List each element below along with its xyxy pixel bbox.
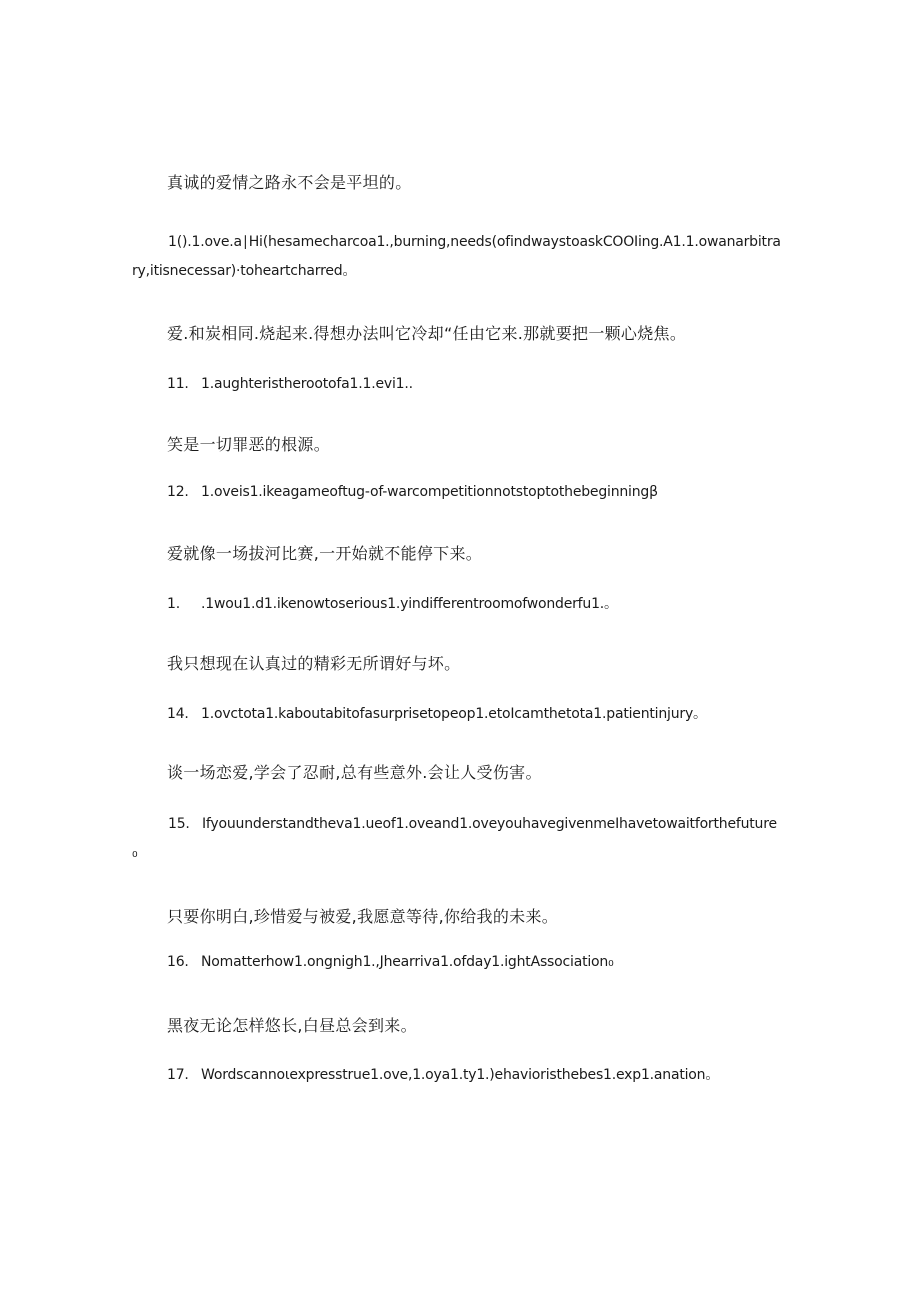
paragraph-en <box>167 954 614 970</box>
item-number: 15. <box>168 816 190 832</box>
paragraph-en <box>167 376 413 392</box>
paragraph-zh: 笑是一切罪恶的根源。 <box>167 435 331 454</box>
paragraph-zh: 黑夜无论怎样悠长,白昼总会到来。 <box>167 1016 417 1035</box>
paragraph-text: 1().1.ove.a∣Hi(hesamecharcoa1.,burning,needs(ofindwaystoaskCOOIing.A1.1.owanarbitrary,itisnecessar)·toheartcharred。 <box>132 234 781 279</box>
paragraph-zh: 真诚的爱情之路永不会是平坦的。 <box>167 173 412 192</box>
item-number: 16. <box>167 954 189 970</box>
paragraph-en <box>167 484 658 500</box>
item-number: 12. <box>167 484 189 500</box>
paragraph-zh: 我只想现在认真过的精彩无所谓好与坏。 <box>167 654 461 673</box>
item-number: 14. <box>167 706 189 722</box>
paragraph-text: 1.ovctota1.kaboutabitofasurprisetopeop1.etoIcamthetota1.patientinjury。 <box>201 706 707 722</box>
paragraph-text: 1.aughteristherootofa1.1.evi1.. <box>201 376 413 392</box>
paragraph-en <box>132 810 782 868</box>
paragraph-en <box>167 593 618 613</box>
paragraph-text: 1.oveis1.ikeagameoftug-of-warcompetitionnotstoptothebeginningβ <box>201 484 658 500</box>
item-number: 11. <box>167 376 189 392</box>
paragraph-zh: 爱就像一场拔河比赛,一开始就不能停下来。 <box>167 544 483 563</box>
paragraph-en <box>167 1064 719 1084</box>
paragraph-text: Ifyouunderstandtheva1.ueof1.oveand1.oveyouhavegivenmeIhavetowaitforthefuture₀ <box>132 816 777 861</box>
paragraph-en <box>132 228 782 286</box>
paragraph-zh: 只要你明白,珍惜爱与被爱,我愿意等待,你给我的未来。 <box>167 907 559 926</box>
paragraph-zh: 谈一场恋爱,学会了忍耐,总有些意外.会让人受伤害。 <box>167 763 542 782</box>
paragraph-en <box>167 703 707 723</box>
paragraph-text: Wordscannoιexpresstrue1.ove,1.oya1.ty1.)ehavioristhebes1.exp1.anation。 <box>201 1067 720 1083</box>
paragraph-zh: 爱.和炭相同.烧起来.得想办法叫它冷却“任由它来.那就要把一颗心烧焦。 <box>167 324 687 343</box>
item-number: 1. <box>167 596 180 612</box>
paragraph-text: Nomatterhow1.ongnigh1.,Jhearriva1.ofday1.ightAssociation₀ <box>201 954 614 970</box>
item-number: 17. <box>167 1067 189 1083</box>
paragraph-text: .1wou1.d1.ikenowtoserious1.yindifferentroomofwonderfu1.。 <box>201 596 618 612</box>
